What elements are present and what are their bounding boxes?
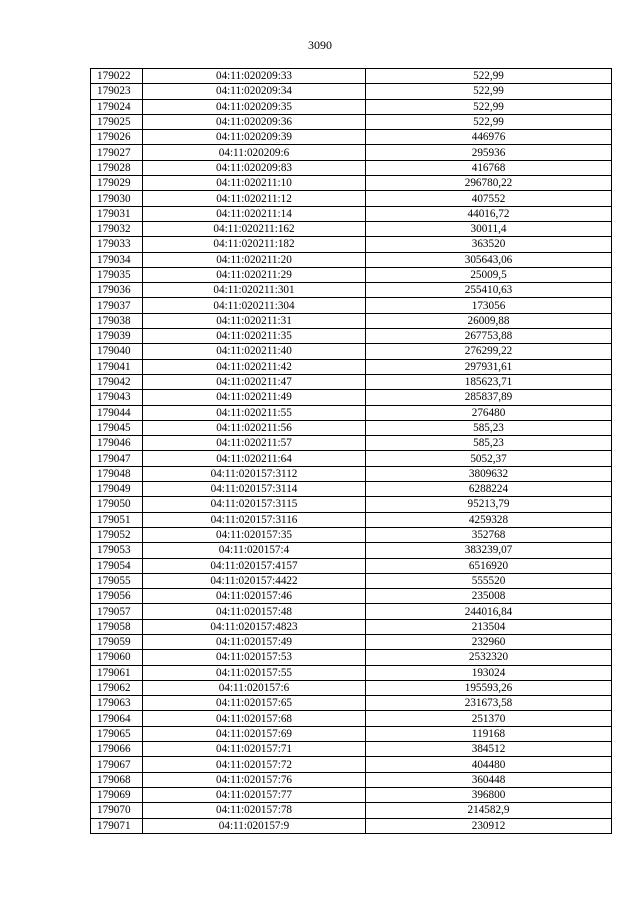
- row-number-cell: 179071: [91, 818, 143, 833]
- row-number-cell: 179033: [91, 237, 143, 252]
- table-row: [91, 206, 612, 221]
- table-row: [91, 176, 612, 191]
- row-number-cell: 179025: [91, 114, 143, 129]
- registry-table: [90, 68, 612, 834]
- cadastral-number-cell: 04:11:020211:12: [143, 191, 366, 206]
- table-row: [91, 436, 612, 451]
- cadastral-number-cell: 04:11:020157:53: [143, 650, 366, 665]
- table-row: [91, 573, 612, 588]
- cadastral-number-cell: 04:11:020209:39: [143, 130, 366, 145]
- cadastral-number-cell: 04:11:020157:77: [143, 787, 366, 802]
- value-cell: 384512: [366, 742, 612, 757]
- row-number-cell: 179070: [91, 803, 143, 818]
- table-row: [91, 634, 612, 649]
- row-number-cell: 179023: [91, 84, 143, 99]
- table-row: [91, 252, 612, 267]
- cadastral-number-cell: 04:11:020157:76: [143, 772, 366, 787]
- cadastral-number-cell: 04:11:020157:3112: [143, 466, 366, 481]
- cadastral-number-cell: 04:11:020157:49: [143, 634, 366, 649]
- value-cell: 522,99: [366, 114, 612, 129]
- row-number-cell: 179050: [91, 497, 143, 512]
- cadastral-number-cell: 04:11:020209:36: [143, 114, 366, 129]
- table-row: [91, 466, 612, 481]
- row-number-cell: 179043: [91, 390, 143, 405]
- row-number-cell: 179053: [91, 543, 143, 558]
- value-cell: 276299,22: [366, 344, 612, 359]
- value-cell: 276480: [366, 405, 612, 420]
- row-number-cell: 179067: [91, 757, 143, 772]
- table-row: [91, 558, 612, 573]
- cadastral-number-cell: 04:11:020157:69: [143, 726, 366, 741]
- row-number-cell: 179030: [91, 191, 143, 206]
- value-cell: 173056: [366, 298, 612, 313]
- value-cell: 2532320: [366, 650, 612, 665]
- table-row: [91, 359, 612, 374]
- value-cell: 251370: [366, 711, 612, 726]
- row-number-cell: 179031: [91, 206, 143, 221]
- row-number-cell: 179044: [91, 405, 143, 420]
- value-cell: 555520: [366, 573, 612, 588]
- table-row: [91, 680, 612, 695]
- row-number-cell: 179028: [91, 160, 143, 175]
- cadastral-number-cell: 04:11:020209:33: [143, 69, 366, 84]
- table-row: [91, 114, 612, 129]
- cadastral-number-cell: 04:11:020157:46: [143, 589, 366, 604]
- cadastral-number-cell: 04:11:020157:72: [143, 757, 366, 772]
- table-row: [91, 757, 612, 772]
- row-number-cell: 179045: [91, 420, 143, 435]
- row-number-cell: 179036: [91, 283, 143, 298]
- row-number-cell: 179062: [91, 680, 143, 695]
- value-cell: 25009,5: [366, 267, 612, 282]
- row-number-cell: 179058: [91, 619, 143, 634]
- table-row: [91, 130, 612, 145]
- row-number-cell: 179026: [91, 130, 143, 145]
- value-cell: 95213,79: [366, 497, 612, 512]
- cadastral-number-cell: 04:11:020211:47: [143, 374, 366, 389]
- table-row: [91, 726, 612, 741]
- cadastral-number-cell: 04:11:020157:55: [143, 665, 366, 680]
- value-cell: 285837,89: [366, 390, 612, 405]
- value-cell: 231673,58: [366, 696, 612, 711]
- table-row: [91, 497, 612, 512]
- value-cell: 296780,22: [366, 176, 612, 191]
- value-cell: 396800: [366, 787, 612, 802]
- cadastral-number-cell: 04:11:020209:83: [143, 160, 366, 175]
- cadastral-number-cell: 04:11:020211:55: [143, 405, 366, 420]
- value-cell: 297931,61: [366, 359, 612, 374]
- table-row: [91, 221, 612, 236]
- registry-table-body: [91, 69, 612, 834]
- value-cell: 446976: [366, 130, 612, 145]
- cadastral-number-cell: 04:11:020157:48: [143, 604, 366, 619]
- row-number-cell: 179059: [91, 634, 143, 649]
- cadastral-number-cell: 04:11:020157:3115: [143, 497, 366, 512]
- table-row: [91, 711, 612, 726]
- cadastral-number-cell: 04:11:020211:40: [143, 344, 366, 359]
- row-number-cell: 179061: [91, 665, 143, 680]
- cadastral-number-cell: 04:11:020157:6: [143, 680, 366, 695]
- value-cell: 4259328: [366, 512, 612, 527]
- table-row: [91, 650, 612, 665]
- table-row: [91, 696, 612, 711]
- row-number-cell: 179041: [91, 359, 143, 374]
- row-number-cell: 179042: [91, 374, 143, 389]
- row-number-cell: 179046: [91, 436, 143, 451]
- value-cell: 295936: [366, 145, 612, 160]
- row-number-cell: 179065: [91, 726, 143, 741]
- row-number-cell: 179029: [91, 176, 143, 191]
- value-cell: 26009,88: [366, 313, 612, 328]
- value-cell: 407552: [366, 191, 612, 206]
- value-cell: 255410,63: [366, 283, 612, 298]
- table-row: [91, 313, 612, 328]
- value-cell: 185623,71: [366, 374, 612, 389]
- row-number-cell: 179052: [91, 527, 143, 542]
- table-row: [91, 604, 612, 619]
- value-cell: 363520: [366, 237, 612, 252]
- table-row: [91, 527, 612, 542]
- value-cell: 267753,88: [366, 329, 612, 344]
- cadastral-number-cell: 04:11:020211:49: [143, 390, 366, 405]
- table-row: [91, 237, 612, 252]
- table-row: [91, 298, 612, 313]
- row-number-cell: 179068: [91, 772, 143, 787]
- value-cell: 244016,84: [366, 604, 612, 619]
- cadastral-number-cell: 04:11:020211:29: [143, 267, 366, 282]
- cadastral-number-cell: 04:11:020157:71: [143, 742, 366, 757]
- table-row: [91, 99, 612, 114]
- cadastral-number-cell: 04:11:020211:57: [143, 436, 366, 451]
- value-cell: 214582,9: [366, 803, 612, 818]
- row-number-cell: 179047: [91, 451, 143, 466]
- cadastral-number-cell: 04:11:020157:78: [143, 803, 366, 818]
- row-number-cell: 179049: [91, 482, 143, 497]
- value-cell: 6516920: [366, 558, 612, 573]
- cadastral-number-cell: 04:11:020209:34: [143, 84, 366, 99]
- row-number-cell: 179032: [91, 221, 143, 236]
- value-cell: 360448: [366, 772, 612, 787]
- table-row: [91, 84, 612, 99]
- value-cell: 305643,06: [366, 252, 612, 267]
- cadastral-number-cell: 04:11:020211:14: [143, 206, 366, 221]
- table-row: [91, 283, 612, 298]
- row-number-cell: 179066: [91, 742, 143, 757]
- table-row: [91, 267, 612, 282]
- value-cell: 416768: [366, 160, 612, 175]
- value-cell: 522,99: [366, 99, 612, 114]
- table-row: [91, 482, 612, 497]
- value-cell: 230912: [366, 818, 612, 833]
- cadastral-number-cell: 04:11:020209:6: [143, 145, 366, 160]
- table-row: [91, 69, 612, 84]
- table-row: [91, 451, 612, 466]
- cadastral-number-cell: 04:11:020157:3116: [143, 512, 366, 527]
- value-cell: 585,23: [366, 436, 612, 451]
- row-number-cell: 179027: [91, 145, 143, 160]
- value-cell: 119168: [366, 726, 612, 741]
- row-number-cell: 179022: [91, 69, 143, 84]
- cadastral-number-cell: 04:11:020157:4: [143, 543, 366, 558]
- value-cell: 585,23: [366, 420, 612, 435]
- row-number-cell: 179035: [91, 267, 143, 282]
- table-row: [91, 619, 612, 634]
- row-number-cell: 179034: [91, 252, 143, 267]
- cadastral-number-cell: 04:11:020157:3114: [143, 482, 366, 497]
- table-row: [91, 787, 612, 802]
- value-cell: 30011,4: [366, 221, 612, 236]
- cadastral-number-cell: 04:11:020211:31: [143, 313, 366, 328]
- row-number-cell: 179037: [91, 298, 143, 313]
- table-row: [91, 405, 612, 420]
- value-cell: 404480: [366, 757, 612, 772]
- cadastral-number-cell: 04:11:020157:4422: [143, 573, 366, 588]
- page-number: 3090: [308, 38, 332, 52]
- row-number-cell: 179048: [91, 466, 143, 481]
- value-cell: 5052,37: [366, 451, 612, 466]
- row-number-cell: 179060: [91, 650, 143, 665]
- cadastral-number-cell: 04:11:020211:182: [143, 237, 366, 252]
- cadastral-number-cell: 04:11:020157:4157: [143, 558, 366, 573]
- table-row: [91, 818, 612, 833]
- row-number-cell: 179039: [91, 329, 143, 344]
- table-row: [91, 512, 612, 527]
- table-row: [91, 160, 612, 175]
- value-cell: 6288224: [366, 482, 612, 497]
- cadastral-number-cell: 04:11:020211:64: [143, 451, 366, 466]
- cadastral-number-cell: 04:11:020211:42: [143, 359, 366, 374]
- value-cell: 3809632: [366, 466, 612, 481]
- value-cell: 193024: [366, 665, 612, 680]
- cadastral-number-cell: 04:11:020157:9: [143, 818, 366, 833]
- table-row: [91, 665, 612, 680]
- cadastral-number-cell: 04:11:020211:56: [143, 420, 366, 435]
- value-cell: 383239,07: [366, 543, 612, 558]
- table-row: [91, 374, 612, 389]
- table-row: [91, 543, 612, 558]
- value-cell: 44016,72: [366, 206, 612, 221]
- table-row: [91, 803, 612, 818]
- row-number-cell: 179024: [91, 99, 143, 114]
- cadastral-number-cell: 04:11:020211:304: [143, 298, 366, 313]
- value-cell: 352768: [366, 527, 612, 542]
- cadastral-number-cell: 04:11:020211:35: [143, 329, 366, 344]
- table-row: [91, 589, 612, 604]
- cadastral-number-cell: 04:11:020211:162: [143, 221, 366, 236]
- row-number-cell: 179051: [91, 512, 143, 527]
- cadastral-number-cell: 04:11:020157:68: [143, 711, 366, 726]
- row-number-cell: 179054: [91, 558, 143, 573]
- value-cell: 195593,26: [366, 680, 612, 695]
- cadastral-number-cell: 04:11:020211:10: [143, 176, 366, 191]
- value-cell: 213504: [366, 619, 612, 634]
- table-row: [91, 390, 612, 405]
- table-row: [91, 329, 612, 344]
- row-number-cell: 179064: [91, 711, 143, 726]
- table-row: [91, 772, 612, 787]
- row-number-cell: 179056: [91, 589, 143, 604]
- value-cell: 522,99: [366, 69, 612, 84]
- table-row: [91, 742, 612, 757]
- row-number-cell: 179038: [91, 313, 143, 328]
- cadastral-number-cell: 04:11:020157:35: [143, 527, 366, 542]
- row-number-cell: 179069: [91, 787, 143, 802]
- cadastral-number-cell: 04:11:020211:20: [143, 252, 366, 267]
- cadastral-number-cell: 04:11:020211:301: [143, 283, 366, 298]
- table-row: [91, 191, 612, 206]
- row-number-cell: 179063: [91, 696, 143, 711]
- row-number-cell: 179040: [91, 344, 143, 359]
- table-row: [91, 420, 612, 435]
- row-number-cell: 179057: [91, 604, 143, 619]
- row-number-cell: 179055: [91, 573, 143, 588]
- table-row: [91, 344, 612, 359]
- value-cell: 232960: [366, 634, 612, 649]
- value-cell: 235008: [366, 589, 612, 604]
- table-row: [91, 145, 612, 160]
- cadastral-number-cell: 04:11:020157:4823: [143, 619, 366, 634]
- cadastral-number-cell: 04:11:020157:65: [143, 696, 366, 711]
- cadastral-number-cell: 04:11:020209:35: [143, 99, 366, 114]
- value-cell: 522,99: [366, 84, 612, 99]
